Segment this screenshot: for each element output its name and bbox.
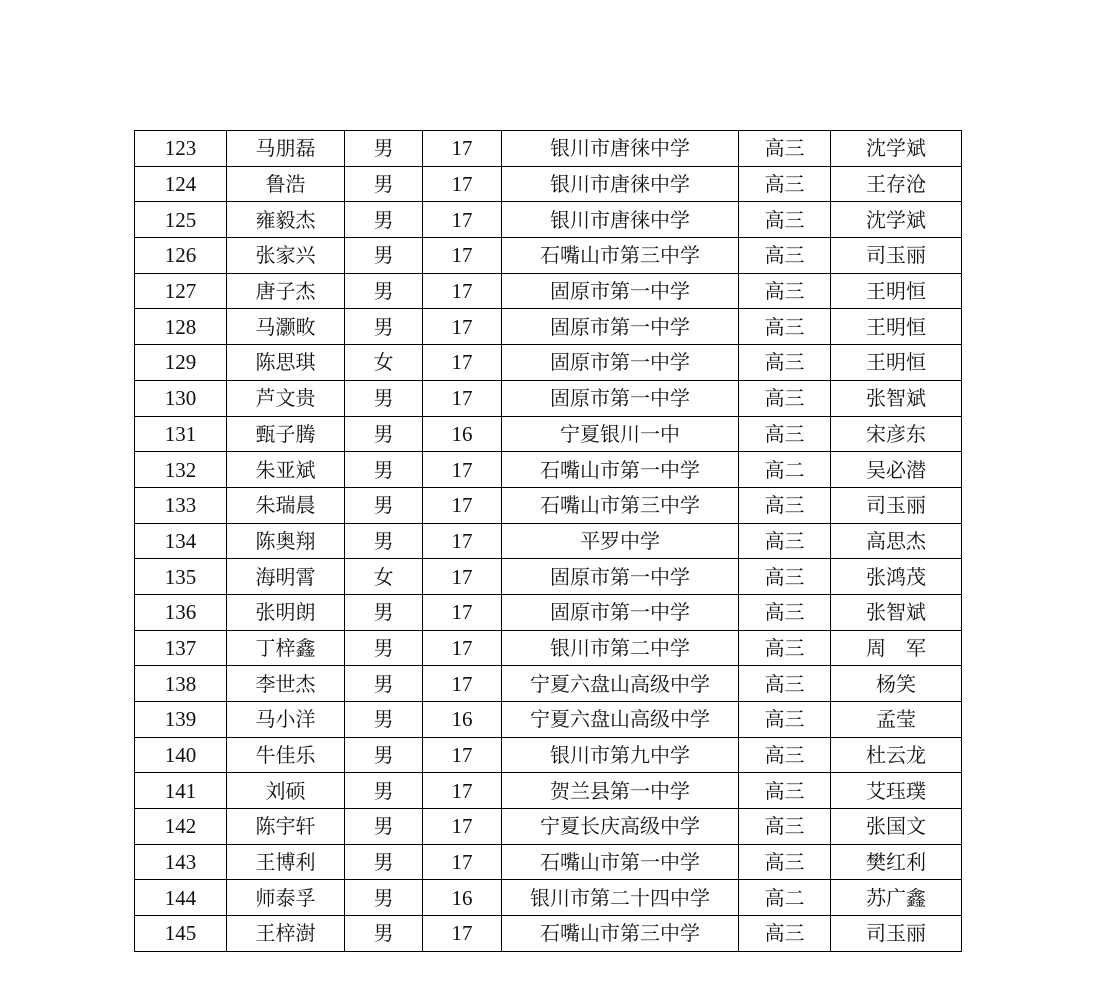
cell-gender: 男 xyxy=(345,523,423,559)
cell-school: 宁夏六盘山高级中学 xyxy=(502,666,739,702)
cell-school: 宁夏银川一中 xyxy=(502,416,739,452)
cell-teacher: 樊红利 xyxy=(831,844,962,880)
cell-school: 固原市第一中学 xyxy=(502,594,739,630)
cell-grade: 高三 xyxy=(739,345,831,381)
cell-name: 丁梓鑫 xyxy=(227,630,345,666)
cell-grade: 高三 xyxy=(739,773,831,809)
cell-school: 平罗中学 xyxy=(502,523,739,559)
cell-index: 127 xyxy=(135,273,227,309)
cell-grade: 高三 xyxy=(739,309,831,345)
cell-teacher: 宋彦东 xyxy=(831,416,962,452)
cell-school: 宁夏长庆高级中学 xyxy=(502,809,739,845)
cell-index: 139 xyxy=(135,702,227,738)
cell-gender: 男 xyxy=(345,880,423,916)
cell-age: 17 xyxy=(423,487,502,523)
cell-index: 126 xyxy=(135,238,227,274)
cell-gender: 男 xyxy=(345,202,423,238)
cell-name: 雍毅杰 xyxy=(227,202,345,238)
cell-school: 固原市第一中学 xyxy=(502,380,739,416)
cell-gender: 男 xyxy=(345,273,423,309)
cell-teacher: 张智斌 xyxy=(831,594,962,630)
cell-gender: 男 xyxy=(345,630,423,666)
table-row xyxy=(135,202,962,238)
cell-age: 17 xyxy=(423,594,502,630)
cell-index: 133 xyxy=(135,487,227,523)
cell-name: 马小洋 xyxy=(227,702,345,738)
cell-grade: 高三 xyxy=(739,702,831,738)
cell-age: 16 xyxy=(423,702,502,738)
cell-grade: 高三 xyxy=(739,523,831,559)
cell-age: 16 xyxy=(423,416,502,452)
cell-name: 王梓澍 xyxy=(227,916,345,952)
cell-gender: 男 xyxy=(345,166,423,202)
cell-index: 123 xyxy=(135,131,227,167)
table-body xyxy=(135,131,962,952)
cell-age: 17 xyxy=(423,380,502,416)
cell-teacher: 艾珏璞 xyxy=(831,773,962,809)
cell-name: 张家兴 xyxy=(227,238,345,274)
cell-school: 石嘴山市第一中学 xyxy=(502,844,739,880)
cell-gender: 男 xyxy=(345,773,423,809)
cell-index: 137 xyxy=(135,630,227,666)
cell-age: 17 xyxy=(423,844,502,880)
cell-grade: 高三 xyxy=(739,131,831,167)
cell-school: 宁夏六盘山高级中学 xyxy=(502,702,739,738)
cell-index: 124 xyxy=(135,166,227,202)
cell-school: 银川市第九中学 xyxy=(502,737,739,773)
table-row xyxy=(135,809,962,845)
cell-grade: 高三 xyxy=(739,737,831,773)
cell-index: 135 xyxy=(135,559,227,595)
cell-grade: 高三 xyxy=(739,238,831,274)
cell-grade: 高三 xyxy=(739,594,831,630)
cell-school: 银川市第二中学 xyxy=(502,630,739,666)
cell-school: 银川市唐徕中学 xyxy=(502,202,739,238)
table-row xyxy=(135,916,962,952)
table-row xyxy=(135,380,962,416)
cell-grade: 高二 xyxy=(739,452,831,488)
table-row xyxy=(135,773,962,809)
cell-index: 128 xyxy=(135,309,227,345)
cell-grade: 高三 xyxy=(739,166,831,202)
cell-school: 银川市唐徕中学 xyxy=(502,166,739,202)
cell-gender: 男 xyxy=(345,380,423,416)
cell-name: 刘硕 xyxy=(227,773,345,809)
cell-teacher: 王明恒 xyxy=(831,309,962,345)
cell-name: 朱亚斌 xyxy=(227,452,345,488)
cell-teacher: 司玉丽 xyxy=(831,238,962,274)
cell-school: 银川市第二十四中学 xyxy=(502,880,739,916)
cell-school: 固原市第一中学 xyxy=(502,559,739,595)
cell-index: 130 xyxy=(135,380,227,416)
cell-school: 石嘴山市第一中学 xyxy=(502,452,739,488)
table-row xyxy=(135,880,962,916)
cell-age: 17 xyxy=(423,452,502,488)
cell-grade: 高三 xyxy=(739,416,831,452)
cell-gender: 男 xyxy=(345,844,423,880)
cell-school: 固原市第一中学 xyxy=(502,309,739,345)
cell-index: 134 xyxy=(135,523,227,559)
cell-grade: 高三 xyxy=(739,487,831,523)
table-row xyxy=(135,131,962,167)
cell-teacher: 王明恒 xyxy=(831,273,962,309)
table-row xyxy=(135,844,962,880)
cell-teacher: 孟莹 xyxy=(831,702,962,738)
table-row xyxy=(135,273,962,309)
cell-grade: 高三 xyxy=(739,630,831,666)
cell-gender: 男 xyxy=(345,309,423,345)
cell-index: 142 xyxy=(135,809,227,845)
cell-age: 17 xyxy=(423,630,502,666)
cell-age: 17 xyxy=(423,273,502,309)
cell-index: 140 xyxy=(135,737,227,773)
cell-gender: 男 xyxy=(345,416,423,452)
table-row xyxy=(135,702,962,738)
table-row xyxy=(135,238,962,274)
cell-age: 17 xyxy=(423,523,502,559)
cell-name: 甄子腾 xyxy=(227,416,345,452)
cell-teacher: 吴必潜 xyxy=(831,452,962,488)
cell-age: 16 xyxy=(423,880,502,916)
cell-teacher: 司玉丽 xyxy=(831,487,962,523)
cell-age: 17 xyxy=(423,666,502,702)
table-row xyxy=(135,594,962,630)
cell-name: 唐子杰 xyxy=(227,273,345,309)
cell-name: 海明霄 xyxy=(227,559,345,595)
cell-grade: 高三 xyxy=(739,916,831,952)
table-row xyxy=(135,416,962,452)
cell-teacher: 张国文 xyxy=(831,809,962,845)
cell-name: 朱瑞晨 xyxy=(227,487,345,523)
cell-grade: 高三 xyxy=(739,380,831,416)
cell-gender: 男 xyxy=(345,452,423,488)
cell-gender: 男 xyxy=(345,131,423,167)
table-row xyxy=(135,666,962,702)
table-row xyxy=(135,166,962,202)
cell-gender: 男 xyxy=(345,702,423,738)
cell-teacher: 沈学斌 xyxy=(831,202,962,238)
cell-grade: 高三 xyxy=(739,666,831,702)
cell-gender: 男 xyxy=(345,809,423,845)
cell-name: 芦文贵 xyxy=(227,380,345,416)
cell-age: 17 xyxy=(423,202,502,238)
cell-name: 鲁浩 xyxy=(227,166,345,202)
cell-index: 136 xyxy=(135,594,227,630)
cell-name: 张明朗 xyxy=(227,594,345,630)
cell-teacher: 张鸿茂 xyxy=(831,559,962,595)
cell-index: 125 xyxy=(135,202,227,238)
cell-teacher: 王存沧 xyxy=(831,166,962,202)
cell-teacher: 周 军 xyxy=(831,630,962,666)
cell-teacher: 杜云龙 xyxy=(831,737,962,773)
cell-name: 陈思琪 xyxy=(227,345,345,381)
cell-age: 17 xyxy=(423,309,502,345)
table-row xyxy=(135,452,962,488)
cell-teacher: 沈学斌 xyxy=(831,131,962,167)
cell-age: 17 xyxy=(423,166,502,202)
cell-age: 17 xyxy=(423,809,502,845)
cell-index: 132 xyxy=(135,452,227,488)
cell-teacher: 杨笑 xyxy=(831,666,962,702)
cell-grade: 高三 xyxy=(739,844,831,880)
cell-age: 17 xyxy=(423,238,502,274)
cell-index: 129 xyxy=(135,345,227,381)
cell-gender: 男 xyxy=(345,737,423,773)
cell-age: 17 xyxy=(423,916,502,952)
cell-index: 143 xyxy=(135,844,227,880)
cell-grade: 高三 xyxy=(739,202,831,238)
cell-name: 马灏畋 xyxy=(227,309,345,345)
table-row xyxy=(135,630,962,666)
cell-name: 师泰孚 xyxy=(227,880,345,916)
cell-age: 17 xyxy=(423,737,502,773)
cell-school: 贺兰县第一中学 xyxy=(502,773,739,809)
cell-gender: 男 xyxy=(345,487,423,523)
table-row xyxy=(135,523,962,559)
cell-school: 石嘴山市第三中学 xyxy=(502,238,739,274)
cell-name: 牛佳乐 xyxy=(227,737,345,773)
cell-teacher: 张智斌 xyxy=(831,380,962,416)
cell-age: 17 xyxy=(423,131,502,167)
cell-gender: 男 xyxy=(345,916,423,952)
table-row xyxy=(135,487,962,523)
cell-age: 17 xyxy=(423,773,502,809)
cell-teacher: 司玉丽 xyxy=(831,916,962,952)
cell-index: 145 xyxy=(135,916,227,952)
cell-gender: 男 xyxy=(345,666,423,702)
cell-age: 17 xyxy=(423,559,502,595)
cell-school: 银川市唐徕中学 xyxy=(502,131,739,167)
cell-index: 138 xyxy=(135,666,227,702)
cell-school: 固原市第一中学 xyxy=(502,345,739,381)
cell-gender: 女 xyxy=(345,559,423,595)
cell-index: 141 xyxy=(135,773,227,809)
cell-grade: 高三 xyxy=(739,273,831,309)
cell-school: 固原市第一中学 xyxy=(502,273,739,309)
cell-grade: 高三 xyxy=(739,809,831,845)
cell-gender: 女 xyxy=(345,345,423,381)
cell-name: 马朋磊 xyxy=(227,131,345,167)
table-row xyxy=(135,345,962,381)
cell-teacher: 高思杰 xyxy=(831,523,962,559)
cell-grade: 高二 xyxy=(739,880,831,916)
cell-name: 李世杰 xyxy=(227,666,345,702)
cell-school: 石嘴山市第三中学 xyxy=(502,916,739,952)
cell-name: 王博利 xyxy=(227,844,345,880)
cell-teacher: 王明恒 xyxy=(831,345,962,381)
cell-name: 陈奥翔 xyxy=(227,523,345,559)
cell-teacher: 苏广鑫 xyxy=(831,880,962,916)
table-row xyxy=(135,559,962,595)
cell-gender: 男 xyxy=(345,594,423,630)
table-row xyxy=(135,309,962,345)
cell-grade: 高三 xyxy=(739,559,831,595)
cell-gender: 男 xyxy=(345,238,423,274)
cell-name: 陈宇轩 xyxy=(227,809,345,845)
cell-school: 石嘴山市第三中学 xyxy=(502,487,739,523)
roster-table xyxy=(134,130,962,952)
table-row xyxy=(135,737,962,773)
cell-age: 17 xyxy=(423,345,502,381)
cell-index: 144 xyxy=(135,880,227,916)
cell-index: 131 xyxy=(135,416,227,452)
